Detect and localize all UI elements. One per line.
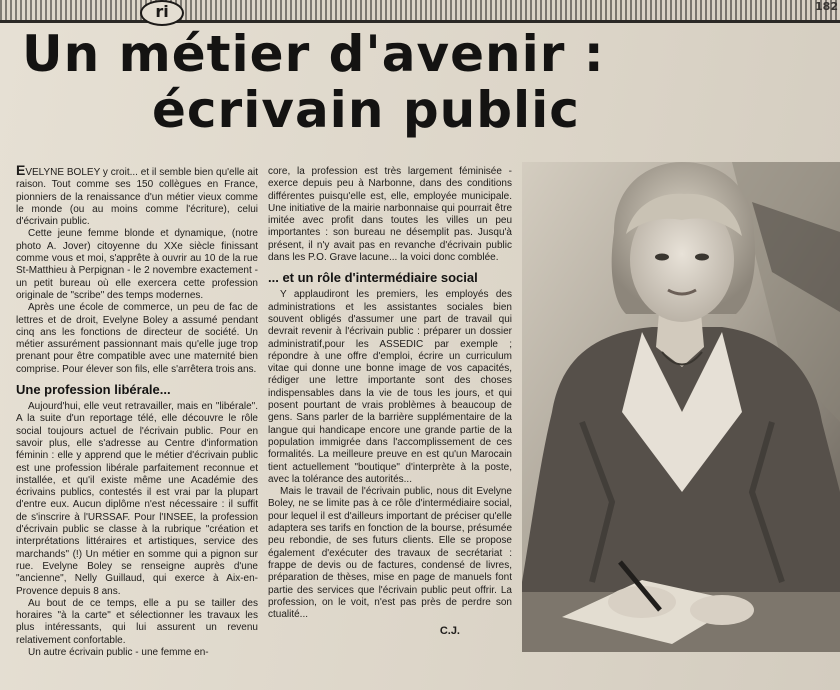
paragraph: core, la profession est très largement féminisée - exerce depuis peu à Narbonne, dans des conditions différentes puisqu'elle est, elle, employée municipale. Une initiative de la mairie narbonnaise qui pourrait être imitée avec profit dans toutes les villes un peu importantes : son bureau ne désemplit pas. Jusqu'à présent, il n'y avait pas en revanche d'écrivain public dans les P.O. Grave lacune... la voici donc comblée. xyxy=(268,166,512,264)
author-signature: C.J. xyxy=(439,625,460,638)
paragraph-text: VELYNE BOLEY y croit... et il semble bien qu'elle ait raison. Tout comme ses 150 collègues en France, pionniers de la renaissance d'un métier vieux comme le monde (ou au moins comme l'écriture), celui d'écrivain public. xyxy=(16,167,258,228)
paragraph: Cette jeune femme blonde et dynamique, (notre photo A. Jover) citoyenne du XXe siècle finissant comme vous et moi, s'apprête à ouvrir au 10 de la rue St-Matthieu à Perpignan - le 2 novembre exactement - un petit bureau où elle exercera cette profession originale de "scribe" des temps modernes. xyxy=(16,228,258,301)
headline-line-1: Un métier d'avenir : xyxy=(22,25,605,83)
paragraph: Après une école de commerce, un peu de fac de lettres et de droit, Evelyne Boley a assumé pendant cinq ans les fonctions de directeur de société. Un métier assurément passionnant mais qu'elle juge trop prenant pour être compatible avec une maternité bien comprise. Pour élever son fils, elle s'arrêtera trois ans. xyxy=(16,302,258,375)
article-column-2 xyxy=(268,166,512,638)
paragraph: Au bout de ce temps, elle a pu se tailler des horaires "à la carte" et sélectionner les travaux les plus intéressants, qui lui assurent un revenu relativement confortable. xyxy=(16,597,258,646)
paragraph: Un autre écrivain public - une femme en- xyxy=(28,646,209,658)
headline-line-2: écrivain public xyxy=(152,81,580,139)
eye xyxy=(655,254,669,261)
paragraph: Mais le travail de l'écrivain public, nous dit Evelyne Boley, ne se limite pas à ce rôle d'intermédiaire social, pour lequel il est d'ailleurs important de préciser qu'elle adaptera ses tarifs en fonction de la bourse, présumée peu rebondie, de ses futurs clients. Elle se propose également d'exécuter des travaux de secrétariat : frappe de devis ou de factures, condensé de livres, préparation de thèses, mise en page de manuels font partie des services que l'écrivain public peut offrir. La profession, on le voit, n'est pas près de perdre son ctualité... xyxy=(268,486,512,621)
paragraph: Y applaudiront les premiers, les employés des administrations et les assistantes sociales bien souvent obligés d'assumer une part de travail qui devrait revenir à l'écrivain public : préparer un dossier administratif,pour les ASSEDIC par exemple ; répondre à une offre d'emploi, écrire un curriculum vitae qui donne une bonne image de vos capacités, rédiger une lettre importante sont des choses indispensables dans la vie de tous les jours, et qui posent pourtant de vrais problèmes à beaucoup de gens. Sans parler de la barrière supplémentaire de la langue qui handicape encore une grande partie de la population immigrée dans l'accomplissement de ces formalités. La meilleure preuve en est qu'un Marocain tient actuellement "boutique" d'interprète à la poste, avec la tolérance des autorités... xyxy=(268,289,512,485)
drop-initial: E xyxy=(16,162,26,178)
hand xyxy=(690,595,754,625)
page-folio: 182 xyxy=(815,0,838,13)
portrait-photo xyxy=(522,162,840,652)
section-badge: ri xyxy=(140,0,184,26)
headline xyxy=(0,26,700,138)
subheading: Une profession libérale... xyxy=(16,382,171,398)
paragraph: Aujourd'hui, elle veut retravailler, mais en "libérale". A la suite d'un reportage télé, elle découvre le rôle social toujours actuel de l'écrivain public. Pour en savoir plus, elle s'adresse au Centre d'information féminin : elle y apprend que le métier d'écrivain public est une profession libérale parfaitement reconnue et installée, et qu'il existe même une Académie des écrivains publics, contestés il est vrai par la plupart d'entre eux. Aucun diplôme n'est nécessaire : il suffit de s'inscrire à l'URSSAF. Pour l'INSEE, la profession d'écrivain public se classe à la rubrique "création et interprétations littéraires et artistiques, service des marchands" (!) Un métier en somme qui a pignon sur rue. Evelyne Boley se renseigne auprès d'une "ancienne", Nelly Guillaud, qui exerce à Aix-en-Provence depuis 8 ans. xyxy=(16,401,258,597)
top-hatched-rule xyxy=(0,0,840,22)
eye xyxy=(695,254,709,261)
subheading: ... et un rôle d'intermédiaire social xyxy=(268,270,478,286)
top-solid-rule xyxy=(0,20,840,23)
article-column-1 xyxy=(16,164,258,659)
paragraph xyxy=(16,164,258,228)
